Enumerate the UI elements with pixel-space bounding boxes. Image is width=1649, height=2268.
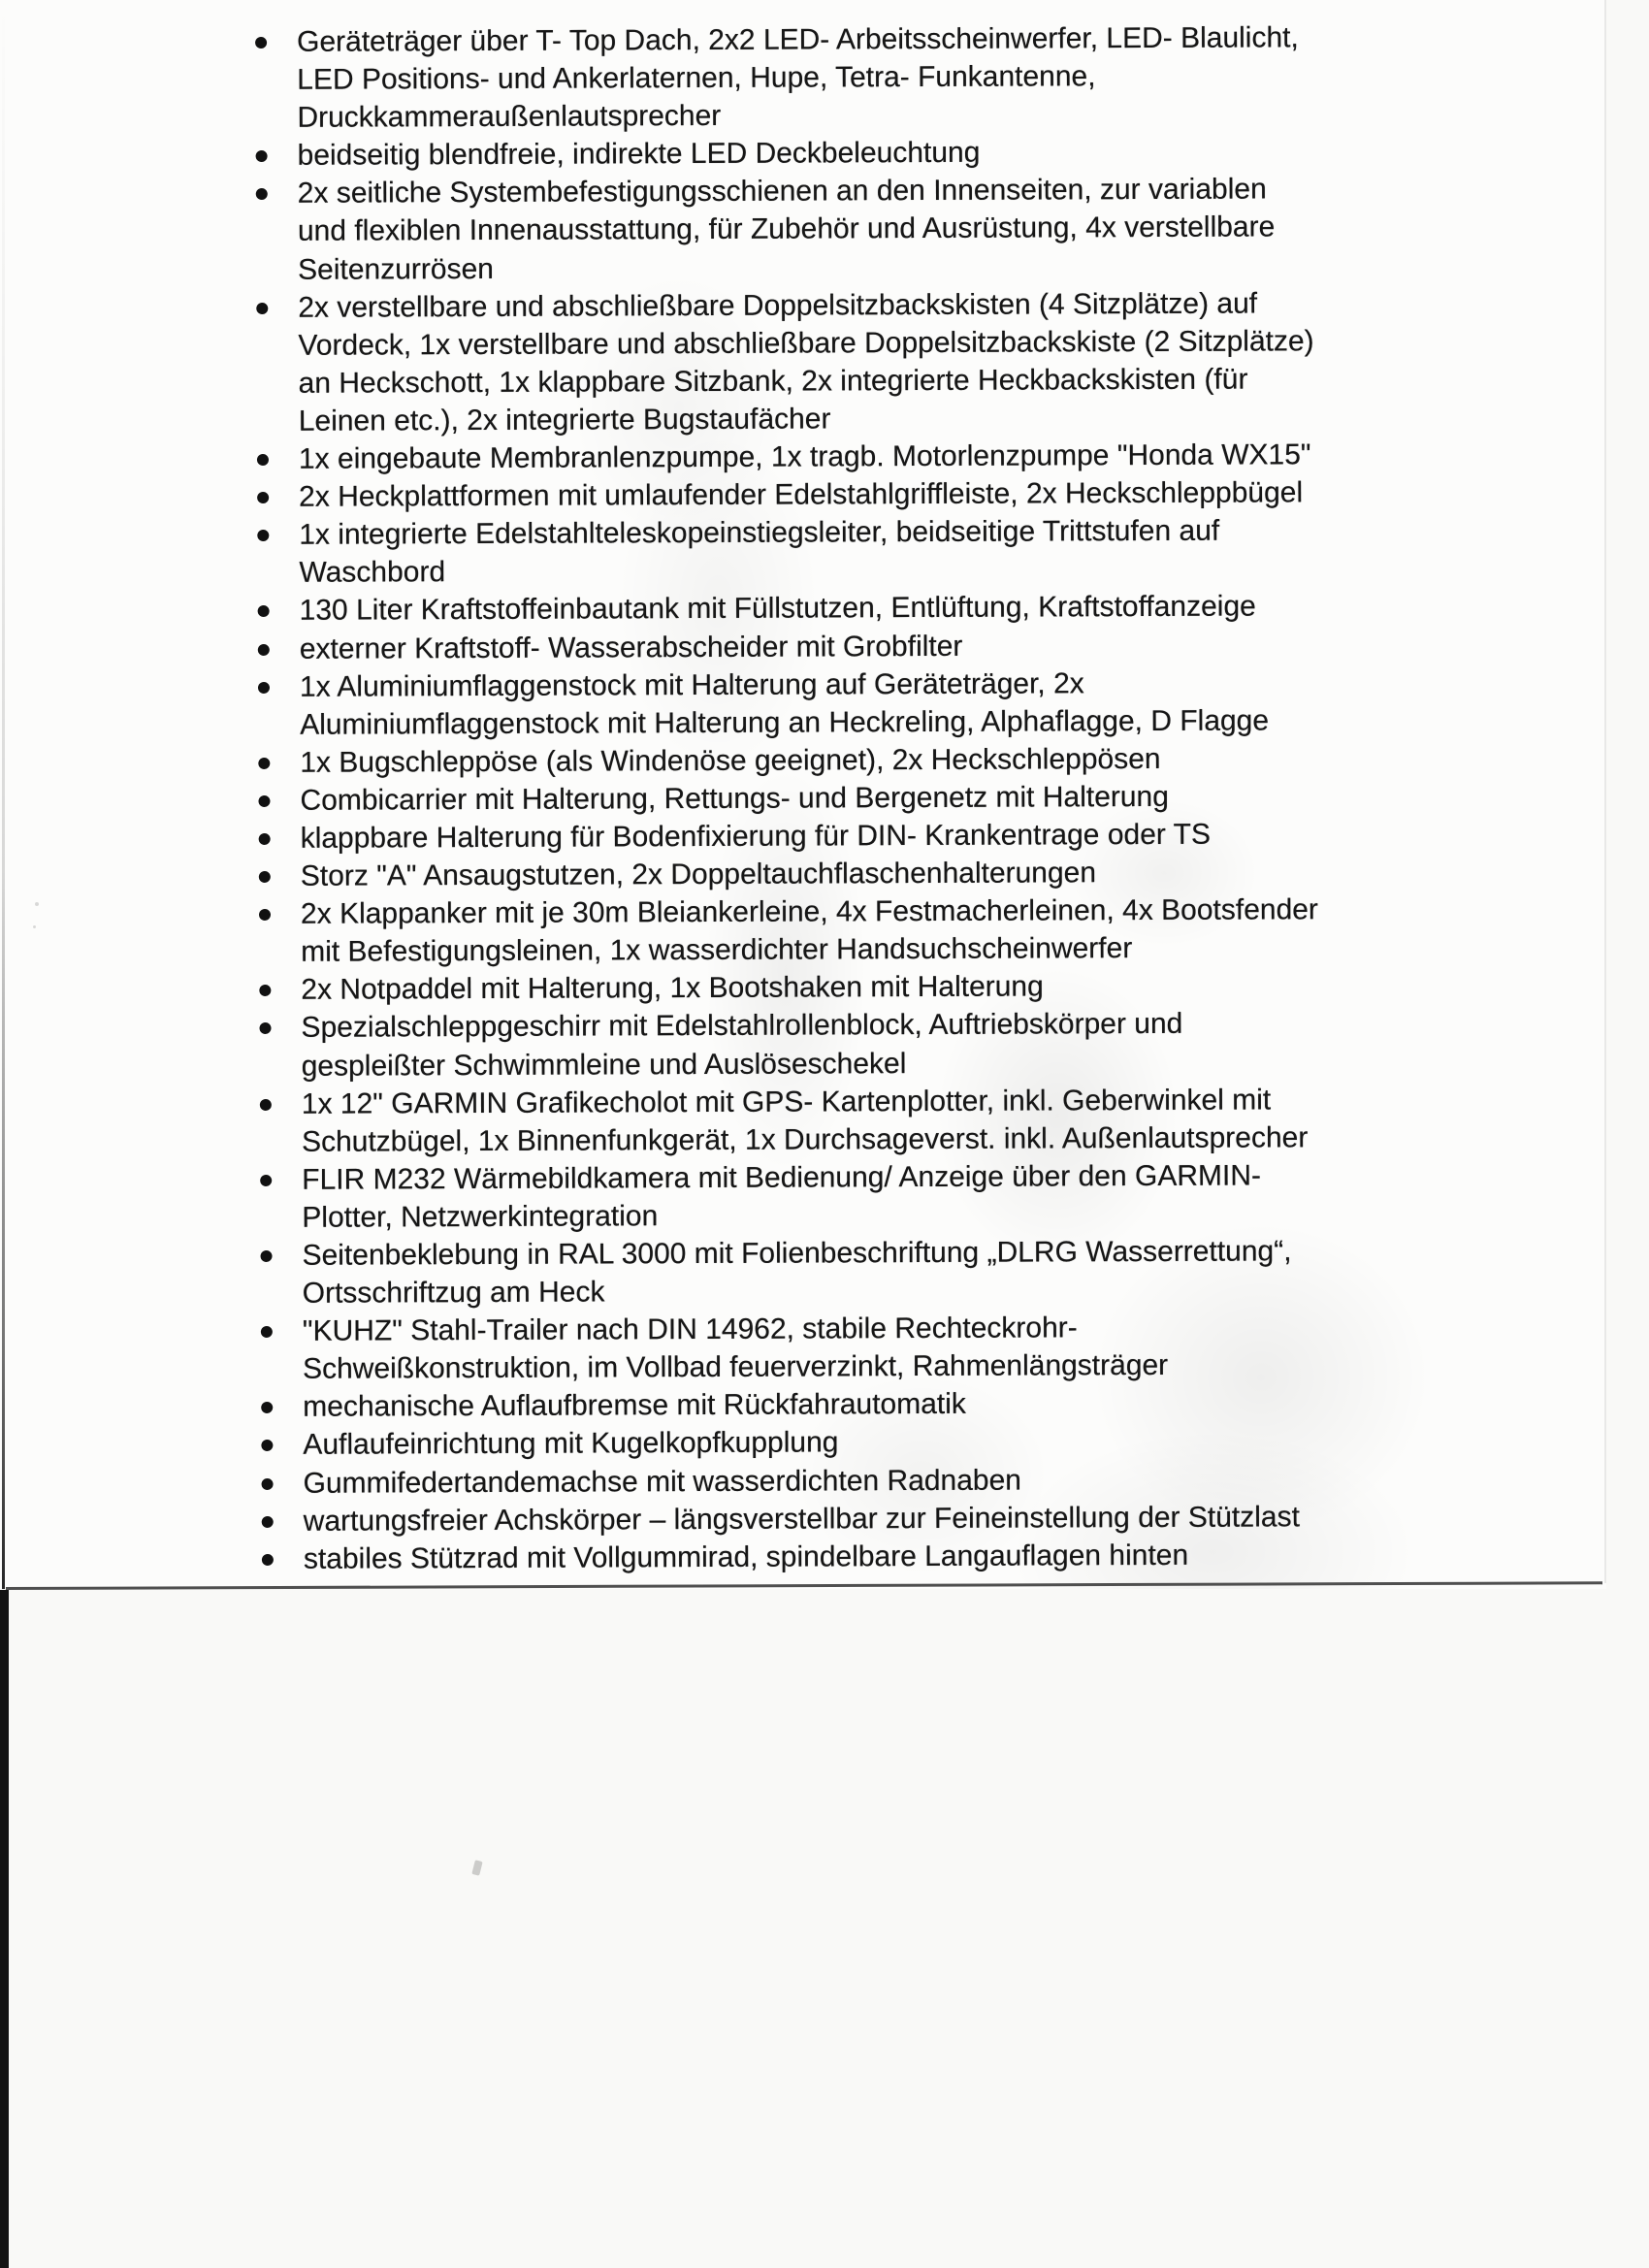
list-item: [261, 1497, 1590, 1540]
list-item: [259, 1155, 1588, 1237]
list-item-text: beidseitig blendfreie, indirekte LED Deckbeleuchtung: [297, 137, 981, 173]
bullet-icon: [256, 303, 268, 314]
scan-speck: [471, 1860, 482, 1875]
bullet-icon: [260, 1175, 272, 1186]
list-item: [255, 283, 1585, 440]
list-item: [254, 17, 1583, 137]
bullet-icon: [255, 37, 267, 49]
bullet-icon: [258, 795, 270, 807]
list-item-text: 1x Aluminiumflaggenstock mit Halterung auf Geräteträger, 2x Aluminiumflaggenstock mit Halterung an Heckreling, Alphaflagge, D Flagge: [299, 666, 1270, 741]
list-item-text: wartungsfreier Achskörper – längsverstellbar zur Feineinstellung der Stützlast: [303, 1500, 1300, 1538]
list-item-text: klappbare Halterung für Bodenfixierung für DIN- Krankentrage oder TS: [300, 818, 1212, 855]
list-item: [256, 510, 1585, 592]
list-item: [260, 1459, 1589, 1503]
list-item-text: "KUHZ" Stahl-Trailer nach DIN 14962, stabile Rechteckrohr- Schweißkonstruktion, im Vollbad feuerverzinkt, Rahmenlängsträger: [302, 1312, 1169, 1386]
list-item: [258, 852, 1587, 895]
scanner-edge-strip: [0, 1590, 9, 2268]
list-item: [260, 1420, 1589, 1464]
list-item-text: 2x Heckplattformen mit umlaufender Edelstahlgriffleiste, 2x Heckschleppbügel: [299, 476, 1304, 513]
bullet-icon: [260, 1099, 272, 1111]
bullet-icon: [259, 833, 271, 845]
list-item-text: Spezialschleppgeschirr mit Edelstahlrollenblock, Auftriebskörper und gespleißter Schwimmleine und Auslöseschekel: [301, 1008, 1183, 1083]
list-item-text: Combicarrier mit Halterung, Rettungs- und Bergenetz mit Halterung: [300, 780, 1169, 817]
list-item-text: 2x Notpaddel mit Halterung, 1x Bootshaken mit Halterung: [301, 970, 1044, 1007]
list-item: [258, 814, 1587, 858]
bullet-icon: [256, 150, 268, 162]
list-item-text: externer Kraftstoff- Wasserabscheider mit Grobfilter: [299, 630, 963, 665]
list-item: [261, 1535, 1590, 1578]
list-item-text: stabiles Stützrad mit Vollgummirad, spindelbare Langauflagen hinten: [303, 1539, 1189, 1575]
bullet-icon: [256, 188, 268, 200]
list-item-text: 130 Liter Kraftstoffeinbautank mit Füllstutzen, Entlüftung, Kraftstoffanzeige: [299, 590, 1256, 628]
list-item-text: Gummifedertandemachse mit wasserdichten Radnaben: [303, 1464, 1022, 1500]
page-right-edge: [1604, 0, 1606, 1583]
bullet-icon: [258, 605, 270, 617]
list-item: [256, 435, 1585, 478]
bullet-icon: [257, 454, 269, 466]
list-item: [256, 472, 1585, 516]
list-item: [259, 1080, 1588, 1161]
list-item: [258, 1003, 1587, 1085]
list-item-text: Storz "A" Ansaugstutzen, 2x Doppeltauchflaschenhalterungen: [300, 857, 1097, 892]
list-item: [255, 169, 1584, 288]
bullet-icon: [262, 1554, 274, 1566]
bullet-icon: [259, 1022, 271, 1034]
list-item: [257, 776, 1586, 820]
bullet-icon: [258, 643, 270, 655]
list-item: [257, 586, 1586, 630]
list-item: [257, 663, 1586, 744]
list-item-text: Geräteträger über T- Top Dach, 2x2 LED- Arbeitsscheinwerfer, LED- Blaulicht, LED Positions- und Ankerlaternen, Hupe, Tetra- Funkantenne, Druckkammeraußenlautsprecher: [297, 21, 1299, 134]
list-item: [258, 890, 1587, 971]
list-item-text: mechanische Auflaufbremse mit Rückfahrautomatik: [303, 1388, 966, 1424]
bullet-icon: [259, 985, 271, 996]
list-item: [260, 1382, 1589, 1426]
list-item-text: 2x Klappanker mit je 30m Bleiankerleine, 4x Festmacherleinen, 4x Bootsfender mit Befestigungsleinen, 1x wasserdichter Handsuchscheinwerfer: [300, 893, 1318, 969]
bullet-icon: [257, 530, 269, 541]
list-item-text: 1x integrierte Edelstahlteleskopeinstiegsleiter, beidseitige Trittstufen auf Waschbord: [299, 514, 1220, 590]
bullet-icon: [258, 758, 270, 769]
scan-speck: [33, 925, 36, 928]
list-item-text: 2x seitliche Systembefestigungsschienen an den Innenseiten, zur variablen und flexiblen Innenausstattung, für Zubehör und Ausrüstung, 4x verstellbare Seitenzurrösen: [297, 173, 1276, 286]
list-item: [257, 738, 1586, 782]
bullet-icon: [259, 909, 271, 921]
list-item-text: Auflaufeinrichtung mit Kugelkopfkupplung: [303, 1426, 839, 1462]
bullet-icon: [261, 1250, 273, 1262]
list-item-text: FLIR M232 Wärmebildkamera mit Bedienung/ Anzeige über den GARMIN- Plotter, Netzwerkintegration: [302, 1159, 1262, 1234]
equipment-list: [254, 17, 1590, 1578]
list-item: [257, 625, 1586, 668]
list-item: [255, 131, 1584, 175]
bullet-icon: [261, 1326, 273, 1338]
list-item: [260, 1307, 1589, 1388]
bullet-icon: [262, 1516, 274, 1528]
list-item-text: 1x eingebaute Membranlenzpumpe, 1x tragb. Motorlenzpumpe "Honda WX15": [298, 438, 1311, 475]
bullet-icon: [262, 1477, 274, 1489]
list-item-text: Seitenbeklebung in RAL 3000 mit Folienbeschriftung „DLRG Wasserrettung“, Ortsschriftzug am Heck: [302, 1235, 1292, 1310]
list-item: [258, 965, 1587, 1009]
list-item-text: 1x 12" GARMIN Grafikecholot mit GPS- Kartenplotter, inkl. Geberwinkel mit Schutzbügel, 1x Binnenfunkgerät, 1x Durchsageverst. inkl. Außenlautsprecher: [301, 1084, 1309, 1158]
page-left-edge: [2, 0, 5, 1589]
bullet-icon: [259, 871, 271, 883]
bullet-icon: [258, 682, 270, 694]
list-item: [259, 1231, 1588, 1312]
bullet-icon: [261, 1402, 273, 1413]
bullet-icon: [257, 492, 269, 503]
list-item-text: 2x verstellbare und abschließbare Doppelsitzbackskisten (4 Sitzplätze) auf Vordeck, 1x verstellbare und abschließbare Doppelsitzbackskiste (2 Sitzplätze) an Heckschott, 1x klappbare Sitzbank, 2x integrierte Heckbackskisten (für Leinen etc.), 2x integrierte Bugstaufächer: [298, 287, 1314, 437]
scan-speck: [35, 902, 39, 906]
bullet-icon: [261, 1440, 273, 1451]
list-item-text: 1x Bugschleppöse (als Windenöse geeignet), 2x Heckschleppösen: [300, 742, 1161, 779]
